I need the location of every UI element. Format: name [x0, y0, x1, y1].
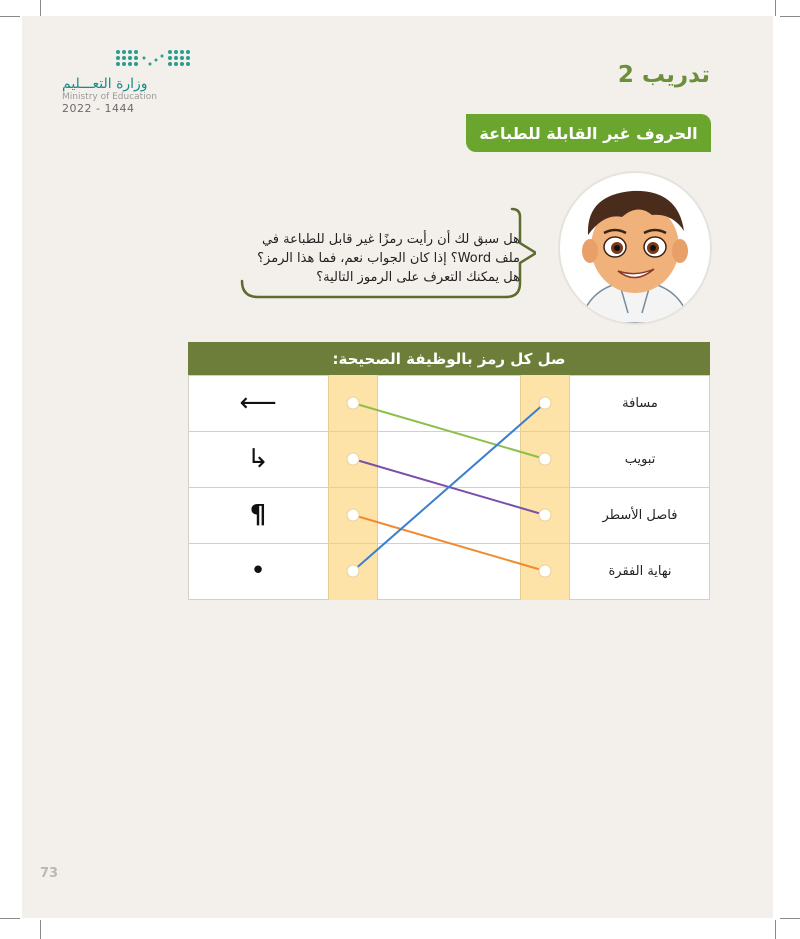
- crop-mark: [0, 918, 20, 919]
- table-header: صل كل رمز بالوظيفة الصحيحة:: [188, 342, 710, 375]
- speech-text: [244, 230, 520, 287]
- symbol-connector-dot[interactable]: [347, 453, 359, 465]
- connection-line: [353, 403, 545, 571]
- symbol-space-arrow: ⟵: [239, 388, 277, 418]
- logo-arabic-text: وزارة التعـــليم: [62, 76, 148, 92]
- symbol-tab-arrow: ↳: [247, 444, 269, 474]
- crop-mark: [775, 920, 776, 939]
- crop-mark: [0, 16, 20, 17]
- symbol-dot: •: [250, 556, 266, 586]
- logo-year: 2022 - 1444: [62, 102, 135, 115]
- crop-mark: [40, 0, 41, 16]
- crop-mark: [780, 16, 800, 17]
- crop-mark: [780, 918, 800, 919]
- speech-line: هل يمكنك التعرف على الرموز التالية؟: [316, 270, 520, 285]
- function-connector-dot[interactable]: [539, 565, 551, 577]
- crop-mark: [40, 920, 41, 939]
- ministry-logo: [62, 48, 172, 115]
- page-number: 73: [40, 866, 59, 881]
- connection-line: [353, 515, 545, 571]
- function-label: فاصل الأسطر: [602, 507, 678, 523]
- function-label: مسافة: [622, 395, 658, 411]
- function-label: نهاية الفقرة: [608, 563, 672, 579]
- connection-lines: [188, 342, 710, 600]
- ministry-dots-icon: [114, 48, 204, 74]
- logo-english-text: Ministry of Education: [62, 92, 157, 102]
- boy-character-image: [560, 173, 710, 323]
- page-title: تدريب 2: [617, 62, 710, 88]
- symbol-connector-dot[interactable]: [347, 509, 359, 521]
- boy-face-icon: [560, 173, 710, 323]
- crop-mark: [775, 0, 776, 16]
- function-connector-dot[interactable]: [539, 509, 551, 521]
- function-connector-dot[interactable]: [539, 453, 551, 465]
- symbol-connector-dot[interactable]: [347, 397, 359, 409]
- function-connector-dot[interactable]: [539, 397, 551, 409]
- function-label: تبويب: [624, 451, 656, 467]
- speech-line: هل سبق لك أن رأيت رمزًا غير قابل للطباعة في: [261, 232, 520, 247]
- section-banner: الحروف غير القابلة للطباعة: [466, 114, 711, 152]
- connection-line: [353, 403, 545, 459]
- symbol-connector-dot[interactable]: [347, 565, 359, 577]
- speech-line: ملف Word؟ إذا كان الجواب نعم، فما هذا الرمز؟: [257, 251, 520, 266]
- symbol-pilcrow: ¶: [249, 500, 267, 530]
- matching-table: [188, 342, 710, 600]
